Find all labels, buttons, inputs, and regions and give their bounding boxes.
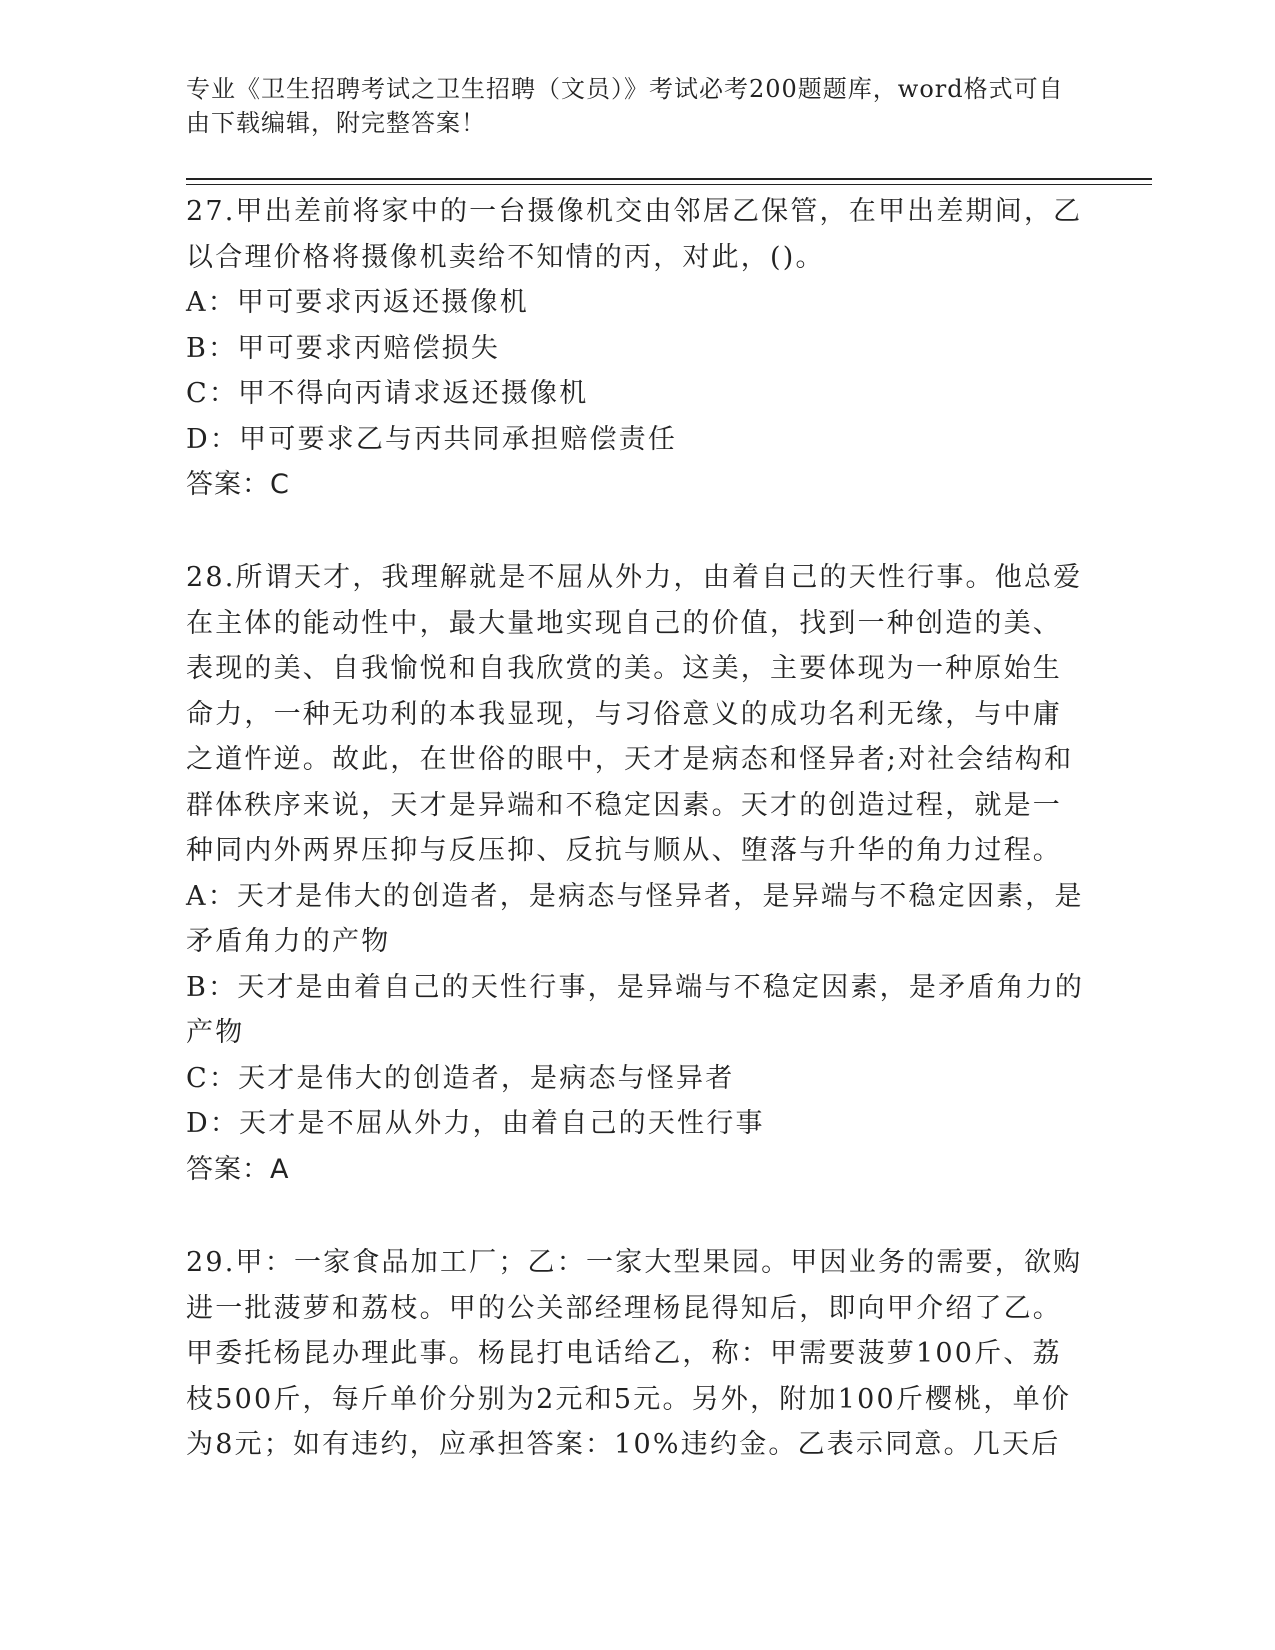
question-stem: 28.所谓天才，我理解就是不屈从外力，由着自己的天性行事。他总爱在主体的能动性中，最大量地实现自己的价值，找到一种创造的美、表现的美、自我愉悦和自我欣赏的美。这美，主要体现为一种原始生命力，一种无功利的本我显现，与习俗意义的成功名利无缘，与中庸之道忤逆。故此，在世俗的眼中，天才是病态和怪异者;对社会结构和群体秩序来说，天才是异端和不稳定因素。天才的创造过程，就是一种同内外两界压抑与反压抑、反抗与顺从、堕落与升华的角力过程。 bbox=[186, 562, 1083, 866]
answer-line: 答案：A bbox=[186, 1153, 290, 1185]
option-b: B：甲可要求丙赔偿损失 bbox=[186, 332, 501, 364]
option-a: A：甲可要求丙返还摄像机 bbox=[186, 287, 529, 318]
option-b: B：天才是由着自己的天性行事，是异端与不稳定因素，是矛盾角力的产物 bbox=[186, 971, 1085, 1048]
option-c: C：甲不得向丙请求返还摄像机 bbox=[186, 378, 589, 409]
option-c: C：天才是伟大的创造者，是病态与怪异者 bbox=[186, 1062, 735, 1094]
option-d: D：甲可要求乙与丙共同承担赔偿责任 bbox=[186, 423, 678, 455]
question-27 bbox=[186, 189, 1086, 508]
question-29 bbox=[186, 1240, 1086, 1468]
option-a: A：天才是伟大的创造者，是病态与怪异者，是异端与不稳定因素，是矛盾角力的产物 bbox=[186, 880, 1084, 957]
answer-line: 答案：C bbox=[186, 469, 290, 500]
question-28 bbox=[186, 555, 1086, 1192]
header-divider bbox=[186, 178, 1152, 180]
header-divider-thin bbox=[186, 184, 1152, 185]
option-d: D：天才是不屈从外力，由着自己的天性行事 bbox=[186, 1108, 765, 1139]
document-header: 专业《卫生招聘考试之卫生招聘（文员）》考试必考200题题库，word格式可自由下载编辑，附完整答案！ bbox=[186, 75, 1064, 137]
question-stem: 29.甲：一家食品加工厂；乙：一家大型果园。甲因业务的需要，欲购进一批菠萝和荔枝。甲的公关部经理杨昆得知后，即向甲介绍了乙。甲委托杨昆办理此事。杨昆打电话给乙，称：甲需要菠萝100斤、荔枝500斤，每斤单价分别为2元和5元。另外，附加100斤樱桃，单价为8元；如有违约，应承担答案：10%违约金。乙表示同意。几天后 bbox=[186, 1247, 1083, 1460]
question-stem: 27.甲出差前将家中的一台摄像机交由邻居乙保管，在甲出差期间，乙以合理价格将摄像机卖给不知情的丙，对此，()。 bbox=[186, 196, 1083, 273]
